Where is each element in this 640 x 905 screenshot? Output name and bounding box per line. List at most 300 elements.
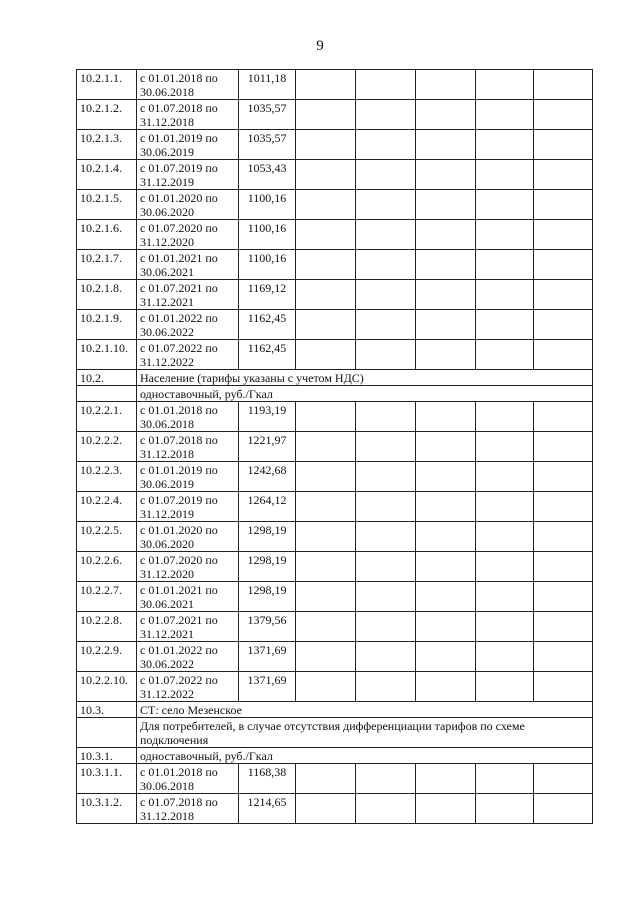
empty-cell	[534, 672, 593, 702]
empty-cell	[296, 582, 356, 612]
row-code-text: 10.2.1.3.	[80, 131, 122, 145]
empty-cell	[534, 642, 593, 672]
row-value	[239, 612, 296, 642]
empty-cell	[476, 642, 534, 672]
row-code	[77, 432, 137, 462]
empty-cell	[296, 70, 356, 100]
row-code-text: 10.3.	[80, 703, 104, 717]
row-code	[77, 702, 137, 718]
row-code-text: 10.2.2.1.	[80, 403, 122, 417]
row-value-text: 1298,19	[247, 553, 287, 567]
empty-cell	[416, 280, 476, 310]
period-start: с 01.01.2022 по	[140, 643, 218, 657]
row-value-text: 1214,65	[247, 795, 287, 809]
row-value-text: 1371,69	[247, 673, 287, 687]
empty-cell	[534, 220, 593, 250]
row-code	[77, 100, 137, 130]
empty-cell	[534, 764, 593, 794]
period-start: с 01.07.2020 по	[140, 221, 218, 235]
empty-cell	[476, 612, 534, 642]
row-code	[77, 386, 137, 402]
row-value-text: 1053,43	[247, 161, 287, 175]
empty-cell	[476, 764, 534, 794]
period-end: 30.06.2018	[140, 85, 194, 99]
empty-cell	[296, 552, 356, 582]
empty-cell	[416, 612, 476, 642]
empty-cell	[416, 160, 476, 190]
row-value-text: 1162,45	[247, 341, 287, 355]
row-period	[137, 160, 239, 190]
row-code-text: 10.2.2.6.	[80, 553, 122, 567]
row-period	[137, 672, 239, 702]
empty-cell	[416, 672, 476, 702]
row-value-text: 1035,57	[247, 101, 287, 115]
period-end: 31.12.2018	[140, 115, 194, 129]
table-row	[77, 522, 593, 552]
row-code	[77, 642, 137, 672]
period-start: с 01.07.2019 по	[140, 493, 218, 507]
empty-cell	[476, 432, 534, 462]
empty-cell	[476, 582, 534, 612]
empty-cell	[534, 462, 593, 492]
row-period	[137, 432, 239, 462]
row-period	[137, 70, 239, 100]
empty-cell	[416, 130, 476, 160]
row-code-text: 10.2.2.2.	[80, 433, 122, 447]
row-value-text: 1298,19	[247, 583, 287, 597]
row-code-text: 10.2.2.10.	[80, 673, 128, 687]
empty-cell	[476, 672, 534, 702]
period-end: 30.06.2022	[140, 657, 194, 671]
row-value	[239, 280, 296, 310]
row-text	[137, 702, 593, 718]
table-row	[77, 642, 593, 672]
period-start: с 01.07.2022 по	[140, 673, 218, 687]
period-start: с 01.07.2021 по	[140, 281, 218, 295]
empty-cell	[356, 612, 416, 642]
empty-cell	[296, 310, 356, 340]
row-value	[239, 402, 296, 432]
row-text-text: одноставочный, руб./Гкал	[140, 387, 273, 401]
row-value	[239, 432, 296, 462]
row-code	[77, 280, 137, 310]
row-code	[77, 190, 137, 220]
row-code-text: 10.3.1.	[80, 749, 113, 763]
row-code	[77, 70, 137, 100]
empty-cell	[416, 310, 476, 340]
row-code	[77, 672, 137, 702]
row-text-text: одноставочный, руб./Гкал	[140, 749, 273, 763]
row-code-text: 10.2.2.3.	[80, 463, 122, 477]
table-row	[77, 492, 593, 522]
empty-cell	[534, 310, 593, 340]
empty-cell	[356, 672, 416, 702]
empty-cell	[476, 220, 534, 250]
empty-cell	[356, 340, 416, 370]
empty-cell	[356, 310, 416, 340]
period-start: с 01.07.2022 по	[140, 341, 218, 355]
period-start: с 01.07.2018 по	[140, 433, 218, 447]
period-start: с 01.01.2021 по	[140, 583, 218, 597]
row-value-text: 1035,57	[247, 131, 287, 145]
row-code	[77, 748, 137, 764]
empty-cell	[356, 220, 416, 250]
row-period	[137, 280, 239, 310]
row-period	[137, 492, 239, 522]
period-end: 30.06.2022	[140, 325, 194, 339]
row-period	[137, 582, 239, 612]
empty-cell	[534, 100, 593, 130]
empty-cell	[296, 764, 356, 794]
row-code	[77, 462, 137, 492]
row-code-text: 10.2.1.4.	[80, 161, 122, 175]
period-start: с 01.07.2020 по	[140, 553, 218, 567]
empty-cell	[416, 250, 476, 280]
row-code	[77, 370, 137, 386]
empty-cell	[356, 492, 416, 522]
row-period	[137, 100, 239, 130]
empty-cell	[356, 250, 416, 280]
table-row	[77, 340, 593, 370]
table-row	[77, 250, 593, 280]
row-code	[77, 764, 137, 794]
empty-cell	[534, 552, 593, 582]
empty-cell	[416, 340, 476, 370]
row-code-text: 10.2.2.9.	[80, 643, 122, 657]
row-value	[239, 250, 296, 280]
empty-cell	[356, 642, 416, 672]
row-period	[137, 340, 239, 370]
empty-cell	[476, 552, 534, 582]
empty-cell	[534, 794, 593, 824]
empty-cell	[534, 612, 593, 642]
page-number: 9	[316, 38, 324, 54]
row-code	[77, 612, 137, 642]
empty-cell	[476, 794, 534, 824]
row-value	[239, 522, 296, 552]
row-value-text: 1162,45	[247, 311, 287, 325]
row-code	[77, 794, 137, 824]
row-value-text: 1264,12	[247, 493, 287, 507]
empty-cell	[356, 462, 416, 492]
row-code-text: 10.2.2.7.	[80, 583, 122, 597]
empty-cell	[416, 492, 476, 522]
row-value	[239, 160, 296, 190]
table-row	[77, 310, 593, 340]
period-end: 30.06.2020	[140, 537, 194, 551]
row-value	[239, 582, 296, 612]
empty-cell	[356, 432, 416, 462]
empty-cell	[296, 522, 356, 552]
period-start: с 01.01.2019 по	[140, 463, 218, 477]
period-start: с 01.07.2018 по	[140, 101, 218, 115]
empty-cell	[356, 130, 416, 160]
row-value	[239, 642, 296, 672]
row-code-text: 10.2.1.1.	[80, 71, 122, 85]
empty-cell	[476, 100, 534, 130]
row-value	[239, 672, 296, 702]
row-period	[137, 552, 239, 582]
period-end: 31.12.2020	[140, 567, 194, 581]
row-period	[137, 250, 239, 280]
empty-cell	[416, 552, 476, 582]
table-row	[77, 552, 593, 582]
empty-cell	[416, 462, 476, 492]
empty-cell	[296, 612, 356, 642]
empty-cell	[356, 100, 416, 130]
empty-cell	[416, 100, 476, 130]
table-row	[77, 280, 593, 310]
empty-cell	[416, 582, 476, 612]
row-period	[137, 764, 239, 794]
row-value	[239, 130, 296, 160]
table-row	[77, 702, 593, 718]
empty-cell	[296, 340, 356, 370]
table-body	[77, 70, 593, 824]
empty-cell	[296, 492, 356, 522]
empty-cell	[356, 552, 416, 582]
period-start: с 01.07.2021 по	[140, 613, 218, 627]
row-code-text: 10.2.1.8.	[80, 281, 122, 295]
row-value-text: 1100,16	[247, 221, 287, 235]
row-value	[239, 340, 296, 370]
row-code	[77, 130, 137, 160]
period-start: с 01.01.2020 по	[140, 191, 218, 205]
empty-cell	[356, 522, 416, 552]
period-start: с 01.01.2021 по	[140, 251, 218, 265]
table-row	[77, 220, 593, 250]
row-period	[137, 402, 239, 432]
period-start: с 01.07.2018 по	[140, 795, 218, 809]
empty-cell	[416, 402, 476, 432]
row-value	[239, 70, 296, 100]
empty-cell	[534, 492, 593, 522]
row-code-text: 10.2.1.2.	[80, 101, 122, 115]
table-row	[77, 462, 593, 492]
empty-cell	[416, 220, 476, 250]
empty-cell	[356, 794, 416, 824]
row-period	[137, 522, 239, 552]
empty-cell	[296, 130, 356, 160]
row-code-text: 10.3.1.2.	[80, 795, 122, 809]
row-value	[239, 100, 296, 130]
row-value-text: 1100,16	[247, 191, 287, 205]
tariff-table	[76, 69, 593, 824]
row-value-text: 1168,38	[247, 765, 287, 779]
empty-cell	[356, 160, 416, 190]
period-start: с 01.01.2020 по	[140, 523, 218, 537]
row-value-text: 1298,19	[247, 523, 287, 537]
row-period	[137, 190, 239, 220]
row-code	[77, 718, 137, 748]
empty-cell	[416, 794, 476, 824]
table-row	[77, 190, 593, 220]
empty-cell	[296, 462, 356, 492]
row-code-text: 10.2.2.4.	[80, 493, 122, 507]
row-value-text: 1221,97	[247, 433, 287, 447]
empty-cell	[296, 100, 356, 130]
empty-cell	[296, 402, 356, 432]
row-value-text: 1100,16	[247, 251, 287, 265]
row-period	[137, 130, 239, 160]
period-end: 31.12.2018	[140, 809, 194, 823]
row-value	[239, 492, 296, 522]
empty-cell	[356, 190, 416, 220]
period-end: 30.06.2020	[140, 205, 194, 219]
period-end: 31.12.2022	[140, 687, 194, 701]
row-code-text: 10.2.1.7.	[80, 251, 122, 265]
period-start: с 01.01.2018 по	[140, 765, 218, 779]
period-end: 31.12.2022	[140, 355, 194, 369]
table-row	[77, 100, 593, 130]
table-row	[77, 130, 593, 160]
row-text	[137, 386, 593, 402]
row-code	[77, 160, 137, 190]
period-end: 31.12.2019	[140, 507, 194, 521]
row-period	[137, 642, 239, 672]
empty-cell	[476, 310, 534, 340]
empty-cell	[296, 432, 356, 462]
row-period	[137, 310, 239, 340]
period-start: с 01.01.2022 по	[140, 311, 218, 325]
row-period	[137, 794, 239, 824]
row-code-text: 10.2.1.6.	[80, 221, 122, 235]
row-value	[239, 310, 296, 340]
empty-cell	[534, 340, 593, 370]
table-row	[77, 612, 593, 642]
row-value-text: 1169,12	[247, 281, 287, 295]
row-value	[239, 462, 296, 492]
period-end: 30.06.2021	[140, 597, 194, 611]
table-row	[77, 582, 593, 612]
empty-cell	[296, 672, 356, 702]
empty-cell	[356, 402, 416, 432]
row-value-text: 1242,68	[247, 463, 287, 477]
row-text-text: Население (тарифы указаны с учетом НДС)	[140, 371, 364, 385]
row-value-text: 1193,19	[247, 403, 287, 417]
note-line: Для потребителей, в случае отсутствия дифференциации тарифов по схеме	[140, 719, 525, 733]
row-value-text: 1011,18	[247, 71, 287, 85]
empty-cell	[476, 160, 534, 190]
empty-cell	[356, 764, 416, 794]
empty-cell	[534, 160, 593, 190]
row-value	[239, 220, 296, 250]
empty-cell	[476, 190, 534, 220]
period-start: с 01.07.2019 по	[140, 161, 218, 175]
empty-cell	[476, 130, 534, 160]
empty-cell	[534, 250, 593, 280]
empty-cell	[416, 190, 476, 220]
empty-cell	[476, 462, 534, 492]
empty-cell	[534, 582, 593, 612]
period-end: 31.12.2020	[140, 235, 194, 249]
period-end: 30.06.2021	[140, 265, 194, 279]
table-row	[77, 160, 593, 190]
row-period	[137, 462, 239, 492]
row-code	[77, 340, 137, 370]
period-end: 31.12.2021	[140, 627, 194, 641]
table-row	[77, 718, 593, 748]
row-code	[77, 402, 137, 432]
row-text	[137, 370, 593, 386]
row-text	[137, 718, 593, 748]
empty-cell	[534, 402, 593, 432]
row-code	[77, 582, 137, 612]
table-row	[77, 672, 593, 702]
table-row	[77, 794, 593, 824]
row-code-text: 10.2.	[80, 371, 104, 385]
row-code	[77, 522, 137, 552]
empty-cell	[416, 522, 476, 552]
table-row	[77, 748, 593, 764]
row-code-text: 10.2.1.5.	[80, 191, 122, 205]
empty-cell	[296, 250, 356, 280]
empty-cell	[476, 250, 534, 280]
empty-cell	[416, 642, 476, 672]
empty-cell	[476, 492, 534, 522]
row-period	[137, 612, 239, 642]
empty-cell	[296, 280, 356, 310]
period-end: 30.06.2019	[140, 477, 194, 491]
empty-cell	[534, 130, 593, 160]
empty-cell	[534, 522, 593, 552]
empty-cell	[296, 220, 356, 250]
table-row	[77, 370, 593, 386]
period-end: 31.12.2021	[140, 295, 194, 309]
empty-cell	[296, 160, 356, 190]
empty-cell	[476, 402, 534, 432]
table-row	[77, 386, 593, 402]
row-code	[77, 492, 137, 522]
empty-cell	[416, 764, 476, 794]
empty-cell	[416, 432, 476, 462]
empty-cell	[534, 190, 593, 220]
row-code-text: 10.2.1.10.	[80, 341, 128, 355]
row-value	[239, 794, 296, 824]
empty-cell	[534, 280, 593, 310]
period-start: с 01.01.2018 по	[140, 71, 218, 85]
empty-cell	[296, 642, 356, 672]
row-code-text: 10.2.2.8.	[80, 613, 122, 627]
empty-cell	[476, 280, 534, 310]
row-code	[77, 310, 137, 340]
period-end: 30.06.2018	[140, 417, 194, 431]
empty-cell	[356, 280, 416, 310]
empty-cell	[534, 70, 593, 100]
table-row	[77, 402, 593, 432]
row-value	[239, 190, 296, 220]
empty-cell	[296, 190, 356, 220]
table-row	[77, 432, 593, 462]
period-end: 31.12.2018	[140, 447, 194, 461]
empty-cell	[296, 794, 356, 824]
row-code	[77, 220, 137, 250]
period-start: с 01.01.2018 по	[140, 403, 218, 417]
empty-cell	[356, 70, 416, 100]
row-value-text: 1379,56	[247, 613, 287, 627]
period-end: 31.12.2019	[140, 175, 194, 189]
empty-cell	[534, 432, 593, 462]
period-end: 30.06.2019	[140, 145, 194, 159]
period-end: 30.06.2018	[140, 779, 194, 793]
row-code-text: 10.2.1.9.	[80, 311, 122, 325]
row-code-text: 10.2.2.5.	[80, 523, 122, 537]
row-period	[137, 220, 239, 250]
period-start: с 01.01.2019 по	[140, 131, 218, 145]
empty-cell	[356, 582, 416, 612]
row-text	[137, 748, 593, 764]
row-code	[77, 250, 137, 280]
